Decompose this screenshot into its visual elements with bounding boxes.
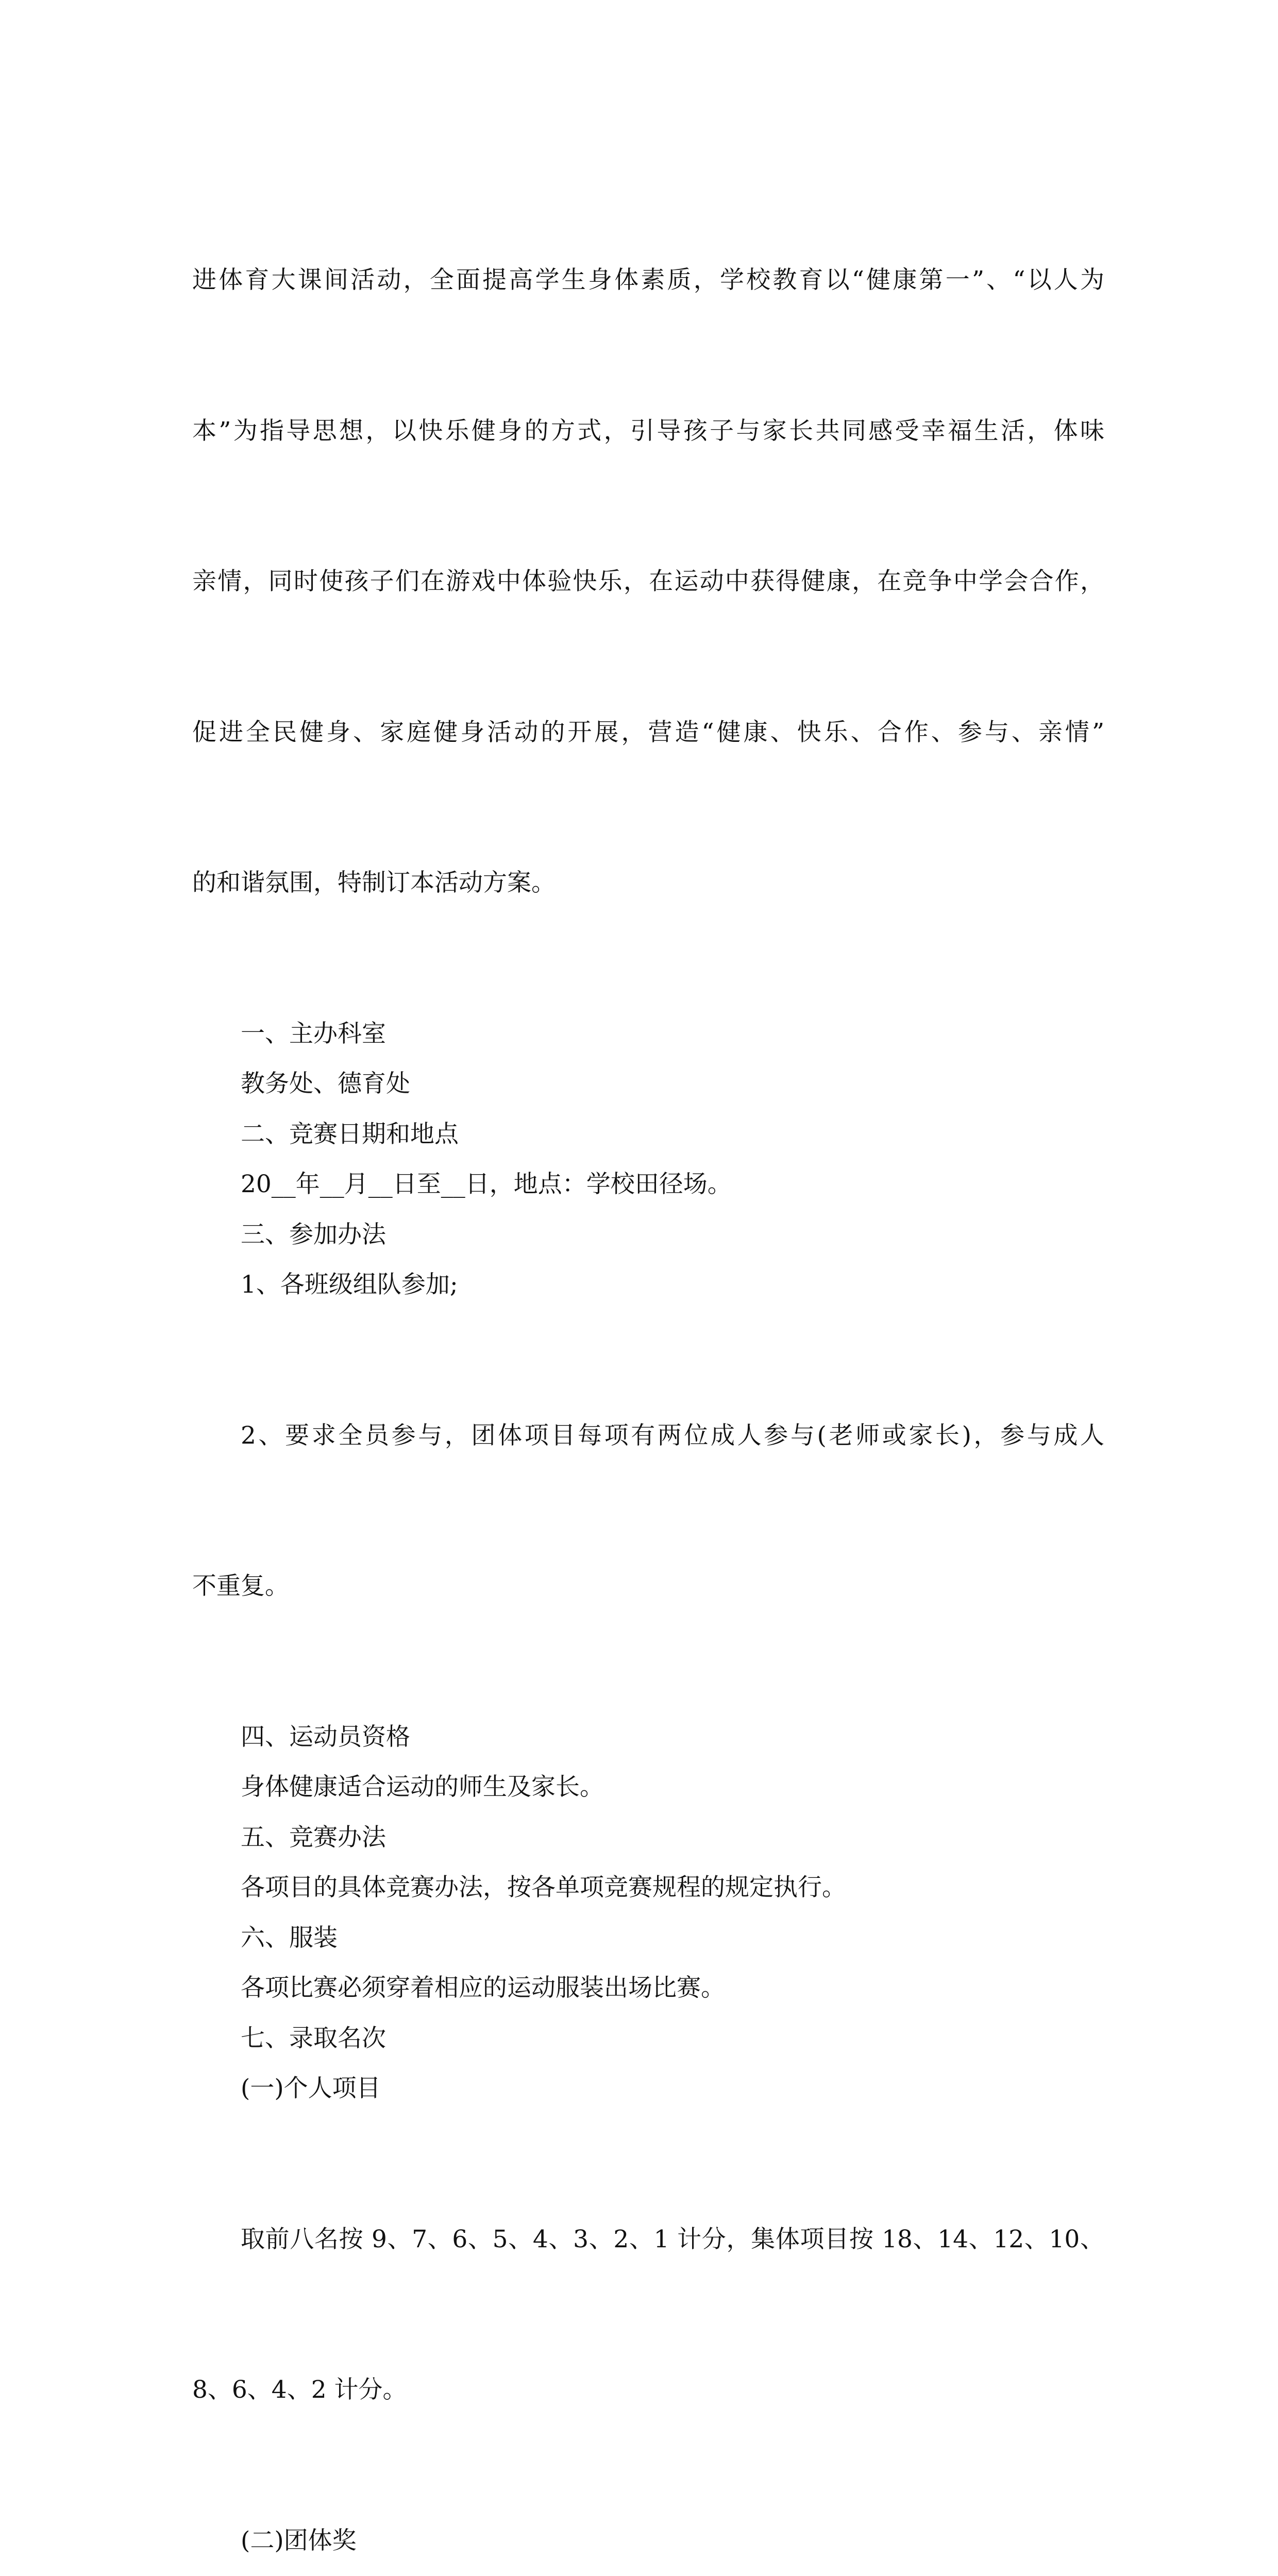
paragraph-organizer: 教务处、德育处: [241, 1070, 410, 1098]
paragraph-athlete-eligibility: 身体健康适合运动的师生及家长。: [241, 1773, 604, 1801]
intro-line: 的和谐氛围，特制订本活动方案。: [192, 869, 556, 897]
intro-paragraph: [192, 155, 1104, 1009]
heading-ranking: 七、录取名次: [241, 2024, 386, 2053]
heading-attire: 六、服装: [241, 1923, 338, 1952]
heading-date-location: 二、竞赛日期和地点: [241, 1120, 459, 1148]
heading-athlete-eligibility: 四、运动员资格: [241, 1722, 410, 1751]
subheading-individual: (一)个人项目: [241, 2074, 381, 2103]
paragraph-date-location: 20__年__月__日至__日，地点：学校田径场。: [241, 1170, 732, 1198]
intro-line: 本”为指导思想，以快乐健身的方式，引导孩子与家长共同感受幸福生活，体味: [192, 416, 1104, 445]
paragraph-participation-2: [192, 1310, 1104, 1712]
document-body: [192, 155, 1104, 2576]
paragraph-team-award: [192, 2566, 1104, 2576]
paragraph-scoring: [192, 2114, 1104, 2516]
paragraph-line: 8、6、4、2 计分。: [192, 2376, 407, 2404]
subheading-team-award: (二)团体奖: [241, 2526, 357, 2555]
paragraph-line: 不重复。: [192, 1572, 289, 1600]
heading-participation: 三、参加办法: [241, 1220, 386, 1249]
heading-competition-method: 五、竞赛办法: [241, 1823, 386, 1852]
paragraph-competition-method: 各项目的具体竞赛办法，按各单项竞赛规程的规定执行。: [241, 1873, 846, 1902]
paragraph-line: 取前八名按 9、7、6、5、4、3、2、1 计分，集体项目按 18、14、12、10、: [241, 2225, 1104, 2253]
heading-organizer: 一、主办科室: [241, 1019, 386, 1048]
intro-line: 促进全民健身、家庭健身活动的开展，营造“健康、快乐、合作、参与、亲情”: [192, 718, 1104, 747]
intro-line: 进体育大课间活动，全面提高学生身体素质，学校教育以“健康第一”、“以人为: [192, 266, 1104, 294]
paragraph-attire: 各项比赛必须穿着相应的运动服装出场比赛。: [241, 1974, 725, 2002]
paragraph-line: 2、要求全员参与，团体项目每项有两位成人参与(老师或家长)，参与成人: [241, 1421, 1104, 1450]
paragraph-participation-1: 1、各班级组队参加;: [241, 1270, 458, 1299]
intro-line: 亲情，同时使孩子们在游戏中体验快乐，在运动中获得健康，在竞争中学会合作，: [192, 567, 1104, 596]
